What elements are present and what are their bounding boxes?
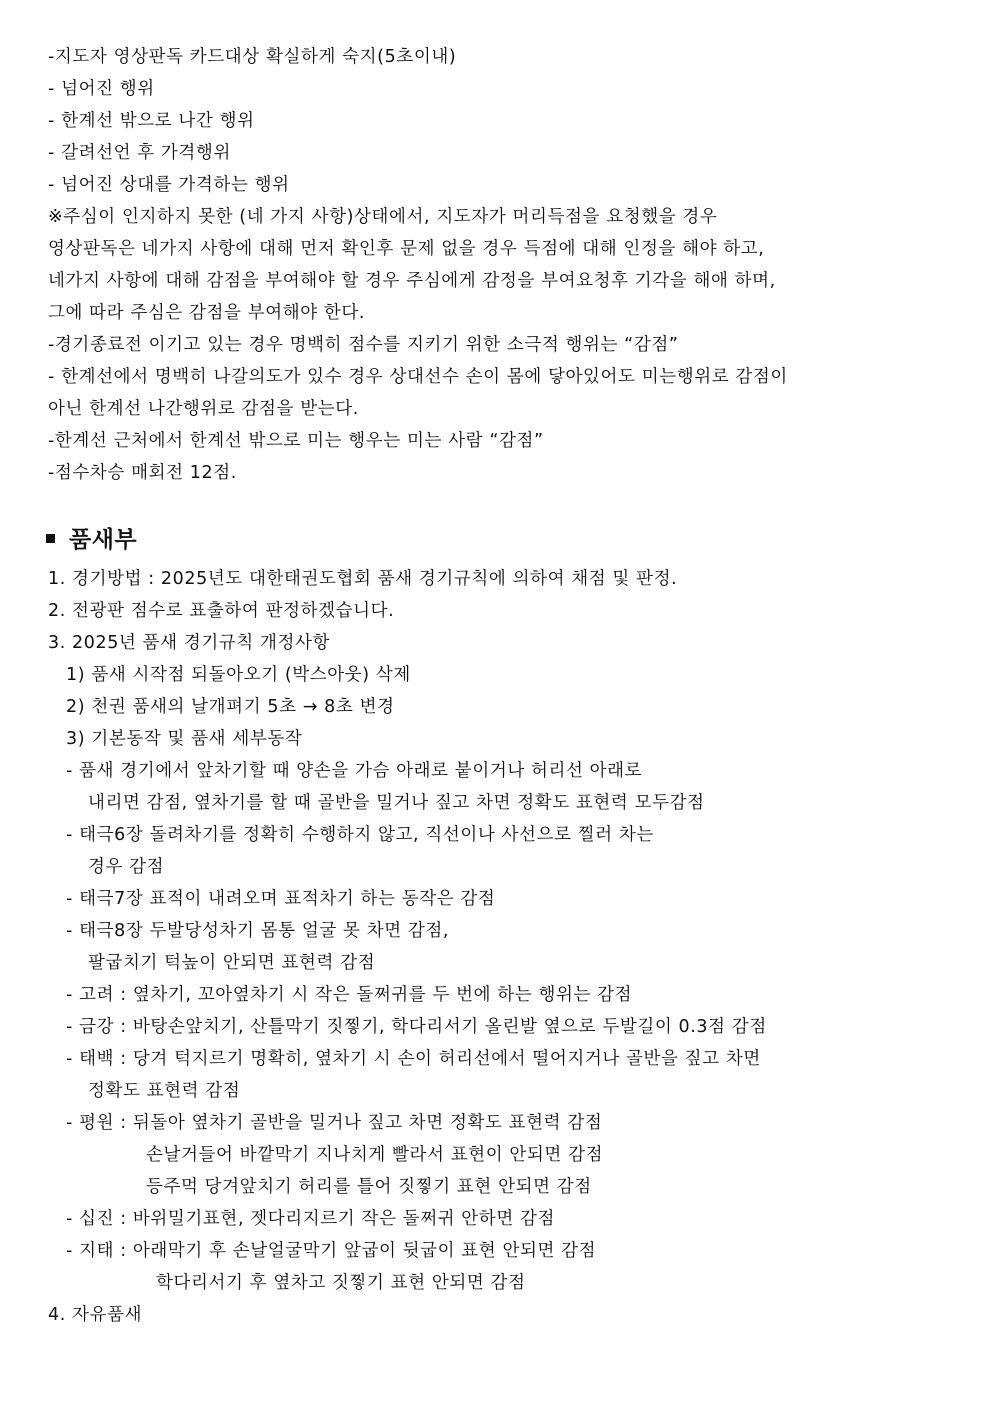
rule-line: -지도자 영상판독 카드대상 확실하게 숙지(5초이내) — [48, 47, 457, 67]
list-item: - 태극8장 두발당성차기 몸통 얼굴 못 차면 감점, — [66, 921, 450, 941]
rule-line: - 갈려선언 후 가격행위 — [48, 143, 231, 163]
list-item: 정확도 표현력 감점 — [88, 1081, 241, 1101]
list-item: - 고려 : 옆차기, 꼬아옆차기 시 작은 돌쩌귀를 두 번에 하는 행위는 감점 — [66, 985, 633, 1005]
list-item: - 태백 : 당겨 턱지르기 명확히, 옆차기 시 손이 허리선에서 떨어지거나 골반을 짚고 차면 — [66, 1049, 761, 1069]
list-item: 내리면 감점, 옆차기를 할 때 골반을 밀거나 짚고 차면 정확도 표현력 모두감점 — [88, 793, 705, 813]
list-item: - 품새 경기에서 앞차기할 때 양손을 가슴 아래로 붙이거나 허리선 아래로 — [66, 761, 643, 781]
note-line: ※주심이 인지하지 못한 (네 가지 사항)상태에서, 지도자가 머리득점을 요청했을 경우 — [48, 207, 718, 227]
section-heading — [46, 524, 137, 556]
list-item: 학다리서기 후 옆차고 짓찧기 표현 안되면 감점 — [156, 1273, 526, 1293]
list-item: 3. 2025년 품새 경기규칙 개정사항 — [48, 633, 331, 653]
list-item: - 금강 : 바탕손앞치기, 산틀막기 짓찧기, 학다리서기 올린발 옆으로 두발길이 0.3점 감점 — [66, 1017, 767, 1037]
section-heading-text: 품새부 — [69, 527, 138, 553]
list-item: 4. 자유품새 — [48, 1305, 143, 1325]
rule-line: - 넘어진 상대를 가격하는 행위 — [48, 175, 290, 195]
list-item: 3) 기본동작 및 품새 세부동작 — [66, 729, 303, 749]
rule-line: - 넘어진 행위 — [48, 79, 155, 99]
square-bullet-icon — [46, 534, 55, 543]
list-item: 2) 천권 품새의 날개펴기 5초 → 8초 변경 — [66, 697, 395, 717]
list-item: 경우 감점 — [88, 857, 165, 877]
list-item: - 태극7장 표적이 내려오며 표적차기 하는 동작은 감점 — [66, 889, 496, 909]
list-item: - 태극6장 돌려차기를 정확히 수행하지 않고, 직선이나 사선으로 찔러 차는 — [66, 825, 654, 845]
rule-line: -점수차승 매회전 12점. — [48, 463, 237, 483]
list-item: 1. 경기방법 : 2025년도 대한태권도협회 품새 경기규칙에 의하여 채점 및 판정. — [48, 569, 678, 589]
list-item: - 지태 : 아래막기 후 손날얼굴막기 앞굽이 뒷굽이 표현 안되면 감점 — [66, 1241, 597, 1261]
note-line: 네가지 사항에 대해 감점을 부여해야 할 경우 주심에게 감정을 부여요청후 기각을 해애 하며, — [48, 271, 776, 291]
list-item: 1) 품새 시작점 되돌아오기 (박스아웃) 삭제 — [66, 665, 411, 685]
rule-line: - 한계선에서 명백히 나갈의도가 있수 경우 상대선수 손이 몸에 닿아있어도 미는행위로 감점이 — [48, 367, 788, 387]
list-item: 등주먹 당겨앞치기 허리를 틀어 짓찧기 표현 안되면 감점 — [146, 1177, 592, 1197]
list-item: - 십진 : 바위밀기표현, 젯다리지르기 작은 돌쩌귀 안하면 감점 — [66, 1209, 555, 1229]
list-item: 2. 전광판 점수로 표출하여 판정하겠습니다. — [48, 601, 395, 621]
list-item: - 평원 : 뒤돌아 옆차기 골반을 밀거나 짚고 차면 정확도 표현력 감점 — [66, 1113, 603, 1133]
list-item: 팔굽치기 턱높이 안되면 표현력 감점 — [88, 953, 376, 973]
rule-line: -경기종료전 이기고 있는 경우 명백히 점수를 지키기 위한 소극적 행위는 “감점” — [48, 335, 679, 355]
rule-line: 아닌 한계선 나간행위로 감점을 받는다. — [48, 399, 359, 419]
rule-line: - 한계선 밖으로 나간 행위 — [48, 111, 255, 131]
list-item: 손날거들어 바깥막기 지나치게 빨라서 표현이 안되면 감점 — [146, 1145, 604, 1165]
note-line: 영상판독은 네가지 사항에 대해 먼저 확인후 문제 없을 경우 득점에 대해 인정을 해야 하고, — [48, 239, 765, 259]
note-line: 그에 따라 주심은 감점을 부여해야 한다. — [48, 303, 366, 323]
rule-line: -한계선 근처에서 한계선 밖으로 미는 행우는 미는 사람 “감점” — [48, 431, 544, 451]
